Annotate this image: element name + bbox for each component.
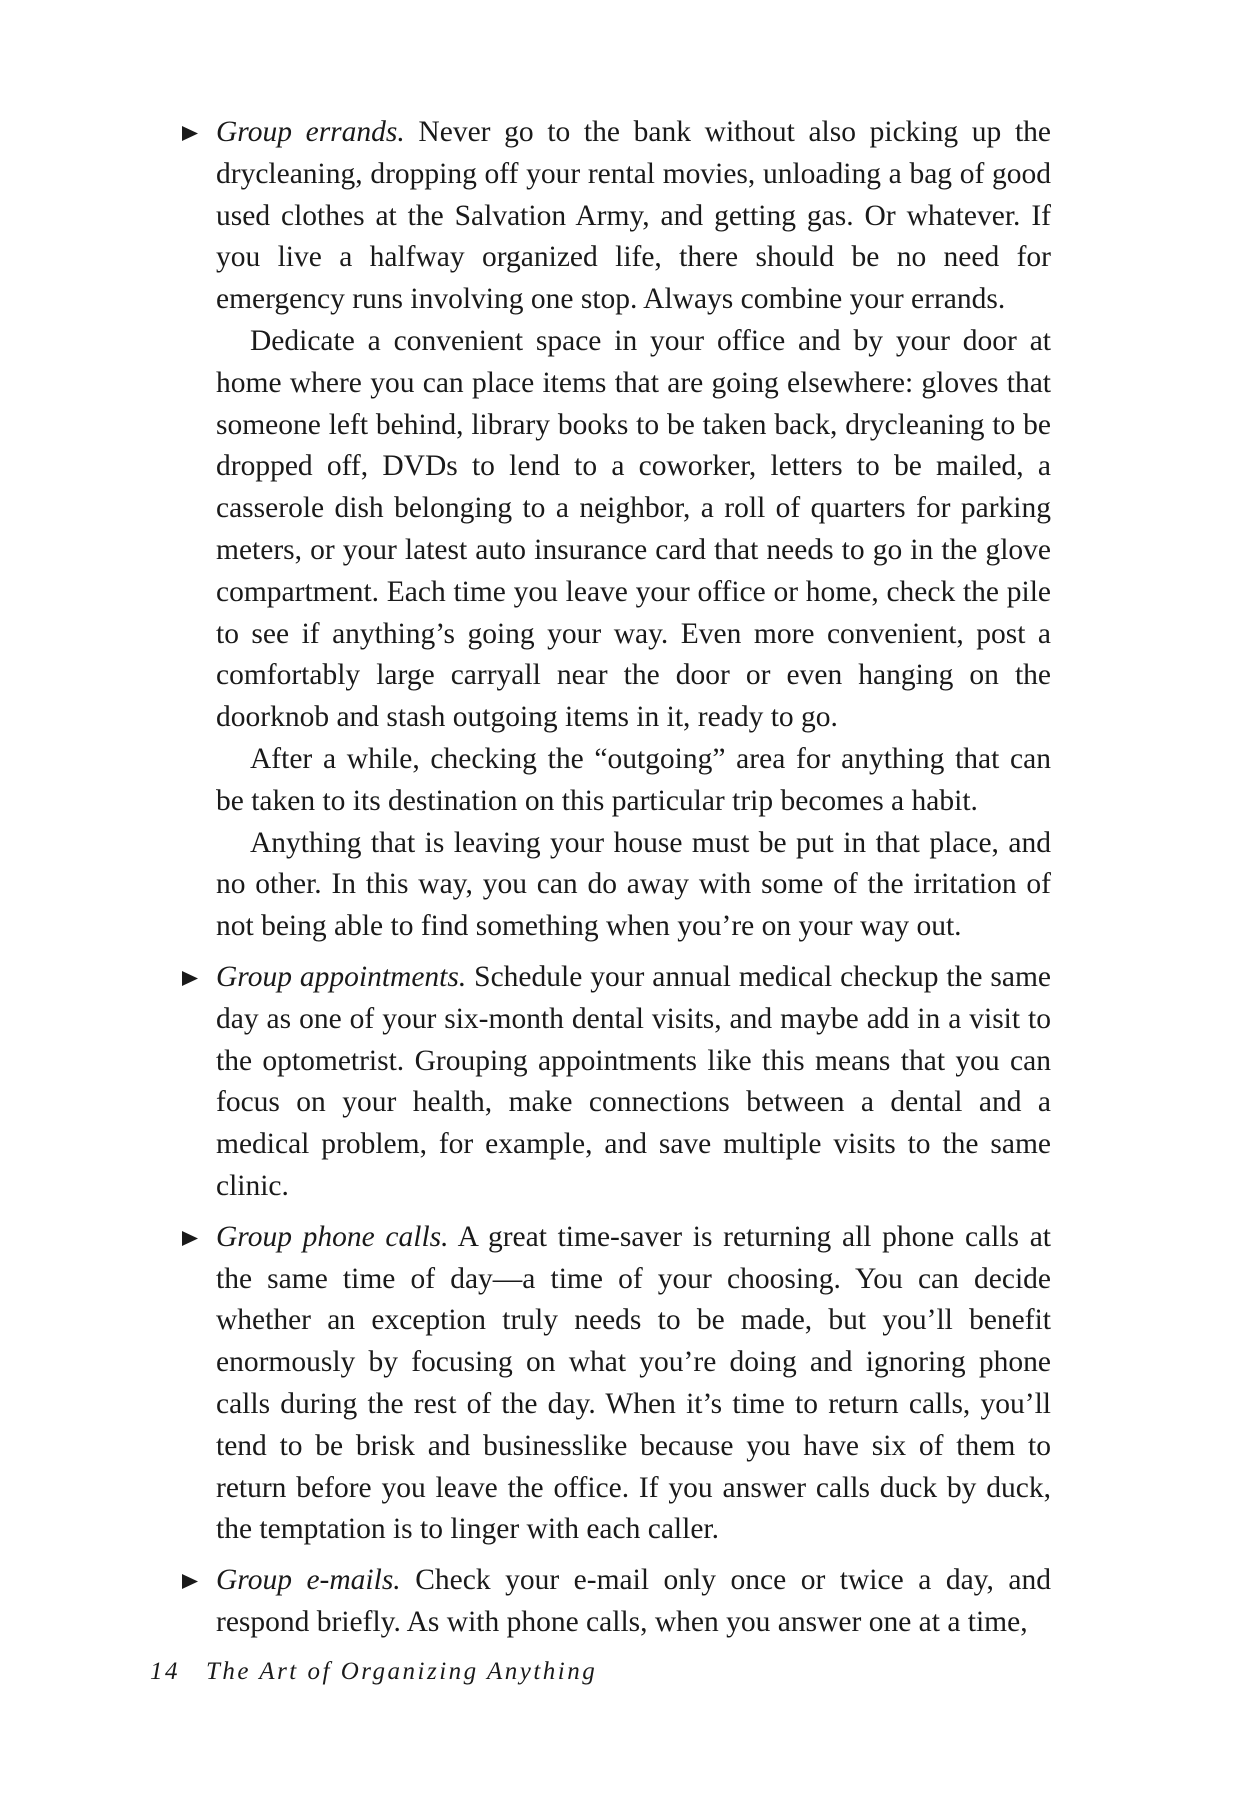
bullet-text: Never go to the bank without also picking up the drycleaning, dropping off your rental movies, unloading a bag of good used clothes at the Salvation Army, and getting gas. Or whatever. If you live a halfway organized life, there should be no need for emergency runs involving one stop. Always combine your errands.: [216, 116, 1051, 316]
bullet-arrow-icon: [182, 112, 202, 154]
bullet-text: Schedule your annual medical checkup the same day as one of your six-month dental visits, and maybe add in a visit to the optometrist. Grouping appointments like this means that you can focus on your health, make connections between a dental and a medical problem, for example, and save multiple visits to the same clinic.: [216, 960, 1051, 1202]
bullet-item-group-appointments: [216, 957, 1051, 1208]
bullet-item-group-phone-calls: [216, 1217, 1051, 1551]
bullet-lead: Group appointments.: [216, 960, 467, 993]
running-title: The Art of Organizing Anything: [206, 1658, 598, 1685]
bullet-item-group-errands: [216, 112, 1051, 321]
bullet-text: A great time-saver is returning all phone calls at the same time of day—a time of your choosing. You can decide whether an exception truly needs to be made, but you’ll benefit enormously by focusing on what you’re doing and ignoring phone calls during the rest of the day. When it’s time to return calls, you’ll tend to be brisk and businesslike because you have six of them to return before you leave the office. If you answer calls duck by duck, the temptation is to linger with each caller.: [216, 1220, 1051, 1546]
bullet-arrow-icon: [182, 957, 202, 999]
page-number: 14: [150, 1658, 180, 1685]
bullet-arrow-icon: [182, 1217, 202, 1259]
paragraph-dedicate-space: Dedicate a convenient space in your office and by your door at home where you can place items that are going elsewhere: gloves that someone left behind, library books to be taken back, drycleaning to be dropped off, DVDs to lend to a coworker, letters to be mailed, a casserole dish belonging to a neighbor, a roll of quarters for parking meters, or your latest auto insurance card that needs to go in the glove compartment. Each time you leave your office or home, check the pile to see if anything’s going your way. Even more convenient, post a comfortably large carryall near the door or even hanging on the doorknob and stash outgoing items in it, ready to go.: [216, 324, 1051, 734]
paragraph-leaving-house: Anything that is leaving your house must be put in that place, and no other. In this way, you can do away with some of the irritation of not being able to find something when you’re on your way out.: [216, 826, 1051, 943]
bullet-text: Check your e-mail only once or twice a day, and respond briefly. As with phone calls, when you answer one at a time,: [216, 1564, 1051, 1638]
bullet-lead: Group e-mails.: [216, 1564, 401, 1597]
bullet-arrow-icon: [182, 1560, 202, 1602]
bullet-lead: Group phone calls.: [216, 1220, 449, 1253]
page-body: [216, 112, 1051, 1644]
page-footer: [150, 1658, 597, 1686]
bullet-item-group-e-mails: [216, 1560, 1051, 1644]
bullet-lead: Group errands.: [216, 116, 405, 148]
paragraph-outgoing-habit: After a while, checking the “outgoing” area for anything that can be taken to its destination on this particular trip becomes a habit.: [216, 742, 1051, 817]
